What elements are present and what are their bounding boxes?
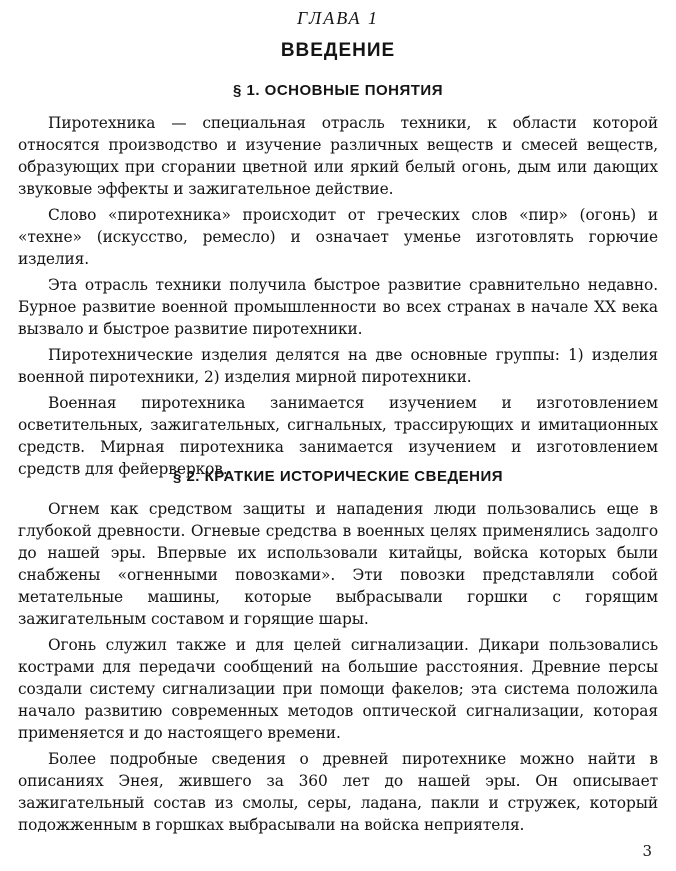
section-2-paragraph: Более подробные сведения о древней пиротехнике можно найти в описаниях Энея, жившего за 360 лет до нашей эры. Он описывает зажигательный состав из смолы, серы, ладана, пакли и стружек, который подожженным в горшках выбрасывали на войска неприятеля. [18,750,658,834]
chapter-title: ВВЕДЕНИЕ [280,40,396,61]
section-1-paragraph: Эта отрасль техники получила быстрое развитие сравнительно недавно. Бурное развитие военной промышленности во всех странах в начале XX века вызвало и быстрое развитие пиротехники. [18,276,658,338]
section-2-paragraph: Огонь служил также и для целей сигнализации. Дикари пользовались кострами для передачи сообщений на большие расстояния. Древние персы создали систему сигнализации при помощи факелов; эта система положила начало развитию современных методов оптической сигнализации, которая применяется и до настоящего времени. [18,636,658,742]
section-1-title: § 1. ОСНОВНЫЕ ПОНЯТИЯ [233,82,443,99]
chapter-label: ГЛАВА 1 [297,8,379,28]
section-1-body [18,112,658,484]
section-1-paragraph: Пиротехнические изделия делятся на две основные группы: 1) изделия военной пиротехники, 2) изделия мирной пиротехники. [18,346,658,386]
page-number: 3 [642,842,652,860]
section-1-paragraph: Слово «пиротехника» происходит от греческих слов «пир» (огонь) и «техне» (искусство, ремесло) и означает уменье изготовлять горючие изделия. [18,206,658,268]
section-1-paragraph: Пиротехника — специальная отрасль техники, к области которой относятся производство и изучение различных веществ и смесей веществ, образующих при сгорании цветной или яркий белый огонь, дым или дающих звуковые эффекты и зажигательное действие. [18,114,658,198]
book-page [18,0,658,871]
section-1-paragraph: Военная пиротехника занимается изучением и изготовлением осветительных, зажигательных, сигнальных, трассирующих и имитационных средств. Мирная пиротехника занимается изучением и изготовлением средств для фейерверков. [18,394,658,478]
section-2-paragraph: Огнем как средством защиты и нападения люди пользовались еще в глубокой древности. Огневые средства в военных целях применялись задолго до нашей эры. Впервые их использовали китайцы, войска которых были снабжены «огненными повозками». Эти повозки представляли собой метательные машины, которые выбрасывали горшки с горящим зажигательным составом и горящие шары. [18,500,658,628]
section-2-title: § 2. КРАТКИЕ ИСТОРИЧЕСКИЕ СВЕДЕНИЯ [172,468,504,485]
section-2-body [18,498,658,840]
